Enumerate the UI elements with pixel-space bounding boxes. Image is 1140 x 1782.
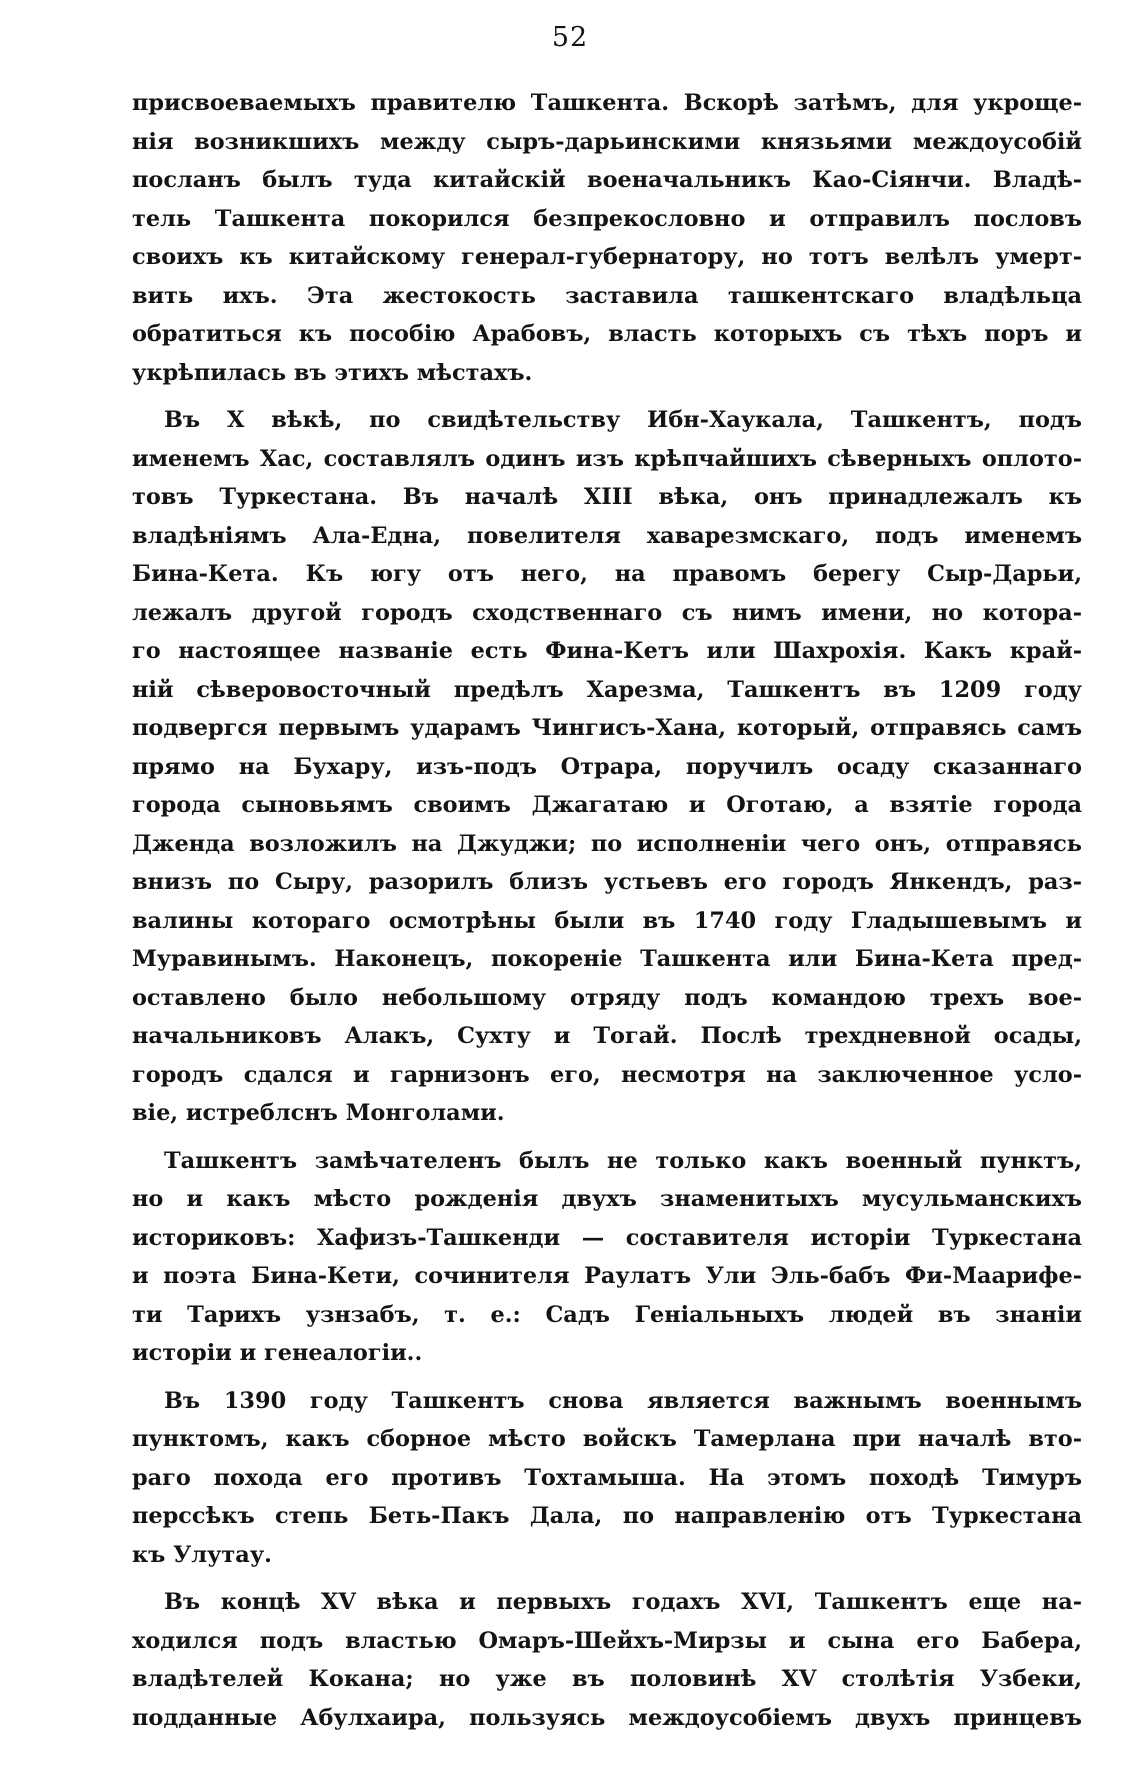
text-line: лежалъ другой городъ сходственнаго съ нимъ имени, но котора- bbox=[132, 599, 1082, 626]
text-line: ній сѣверовосточный предѣлъ Харезма, Ташкентъ въ 1209 году bbox=[132, 676, 1082, 703]
text-line: вить ихъ. Эта жестокость заставила ташкентскаго владѣльца bbox=[132, 282, 1082, 309]
text-line: ходился подъ властью Омаръ-Шейхъ-Мирзы и сына его Бабера, bbox=[132, 1627, 1082, 1654]
text-line: исторіи и генеалогіи.. bbox=[132, 1340, 423, 1366]
text-line: владѣніямъ Ала-Една, повелителя хаварезмскаго, подъ именемъ bbox=[132, 522, 1082, 549]
text-line: Въ концѣ XV вѣка и первыхъ годахъ XVI, Ташкентъ еще на- bbox=[164, 1589, 1082, 1615]
text-line: историковъ: Хафизъ-Ташкенди — составителя исторіи Туркестана bbox=[132, 1224, 1082, 1251]
text-line: владѣтелей Кокана; но уже въ половинѣ XV столѣтія Узбеки, bbox=[132, 1666, 1082, 1692]
text-line: Бина-Кета. Къ югу отъ него, на правомъ берегу Сыр-Дарьи, bbox=[132, 561, 1082, 587]
text-line: подвергся первымъ ударамъ Чингисъ-Хана, который, отправясь самъ bbox=[132, 715, 1082, 741]
text-line: посланъ былъ туда китайскій военачальникъ Као-Сіянчи. Владѣ- bbox=[132, 167, 1082, 193]
text-line: Въ X вѣкѣ, по свидѣтельству Ибн-Хаукала, Ташкентъ, подъ bbox=[164, 407, 1082, 433]
text-line: Муравинымъ. Наконецъ, покореніе Ташкента или Бина-Кета пред- bbox=[132, 946, 1082, 972]
text-line: перссѣкъ степь Беть-Пакъ Дала, по направленію отъ Туркестана bbox=[132, 1503, 1082, 1529]
text-line: го настоящее названіе есть Фина-Кетъ или Шахрохія. Какъ край- bbox=[132, 638, 1082, 664]
page-number: 52 bbox=[551, 22, 589, 53]
text-line: но и какъ мѣсто рожденія двухъ знаменитыхъ мусульманскихъ bbox=[132, 1186, 1082, 1212]
text-line: города сыновьямъ своимъ Джагатаю и Оготаю, а взятіе города bbox=[132, 792, 1082, 818]
paragraph bbox=[132, 401, 1082, 1133]
text-line: Въ 1390 году Ташкентъ снова является важнымъ военнымъ bbox=[164, 1387, 1082, 1414]
text-line: къ Улутау. bbox=[132, 1541, 272, 1568]
paragraph bbox=[132, 1583, 1082, 1737]
text-line: товъ Туркестана. Въ началѣ XIII вѣка, онъ принадлежалъ къ bbox=[132, 484, 1082, 510]
text-line: своихъ къ китайскому генерал-губернатору, но тотъ велѣлъ умерт- bbox=[132, 244, 1082, 270]
text-line: віе, истреблснъ Монголами. bbox=[132, 1100, 505, 1126]
text-line: Ташкентъ замѣчателенъ былъ не только какъ военный пунктъ, bbox=[164, 1147, 1082, 1174]
text-line: ти Тарихъ узнзабъ, т. е.: Садъ Геніальныхъ людей въ знаніи bbox=[132, 1301, 1082, 1328]
text-line: начальниковъ Алакъ, Сухту и Тогай. Послѣ трехдневной осады, bbox=[132, 1023, 1082, 1049]
body-text bbox=[132, 84, 1082, 1746]
paragraph bbox=[132, 1142, 1082, 1373]
paragraph bbox=[132, 84, 1082, 392]
text-line: укрѣпилась въ этихъ мѣстахъ. bbox=[132, 359, 533, 386]
text-line: и поэта Бина-Кети, сочинителя Раулатъ Ули Эль-бабъ Фи-Маарифе- bbox=[132, 1263, 1082, 1289]
text-line: тель Ташкента покорился безпрекословно и отправилъ пословъ bbox=[132, 205, 1082, 232]
text-line: пунктомъ, какъ сборное мѣсто войскъ Тамерлана при началѣ вто- bbox=[132, 1426, 1082, 1452]
text-line: внизъ по Сыру, разорилъ близъ устьевъ его городъ Янкендъ, раз- bbox=[132, 869, 1082, 895]
text-line: обратиться къ пособію Арабовъ, власть которыхъ съ тѣхъ поръ и bbox=[132, 321, 1082, 347]
text-line: оставлено было небольшому отряду подъ командою трехъ вое- bbox=[132, 984, 1082, 1011]
text-line: прямо на Бухару, изъ-подъ Отрара, поручилъ осаду сказаннаго bbox=[132, 753, 1082, 780]
text-line: подданные Абулхаира, пользуясь междоусобіемъ двухъ принцевъ bbox=[132, 1704, 1082, 1731]
text-line: раго похода его противъ Тохтамыша. На этомъ походѣ Тимуръ bbox=[132, 1464, 1082, 1491]
text-line: Дженда возложилъ на Джуджи; по исполненіи чего онъ, отправясь bbox=[132, 830, 1082, 857]
text-line: валины котораго осмотрѣны были въ 1740 году Гладышевымъ и bbox=[132, 907, 1082, 934]
paragraph bbox=[132, 1382, 1082, 1575]
text-line: нія возникшихъ между сыръ-дарьинскими князьями междоусобій bbox=[132, 128, 1082, 155]
text-line: именемъ Хас, составлялъ одинъ изъ крѣпчайшихъ сѣверныхъ оплото- bbox=[132, 445, 1082, 472]
text-line: присвоеваемыхъ правителю Ташкента. Вскорѣ затѣмъ, для укроще- bbox=[132, 90, 1082, 116]
text-line: городъ сдался и гарнизонъ его, несмотря на заключенное усло- bbox=[132, 1061, 1082, 1088]
